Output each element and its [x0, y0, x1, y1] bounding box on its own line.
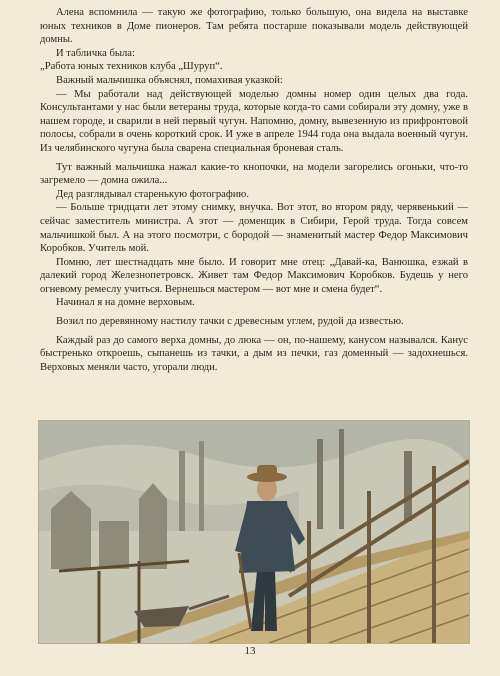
paragraph: Дед разглядывал старенькую фотографию.	[56, 188, 249, 200]
paragraph: „Работа юных техников клуба „Шуруп“.	[40, 61, 223, 73]
page-number: 13	[244, 645, 256, 657]
paragraph: Каждый раз до самого верха домны, до люка — он, по-нашему, канусом назывался. Канус быстренько откроешь, сыпанешь из тачки, а дым из печки, газ доменный — задохнешься. Верховых меняли часто, угорали люди.	[40, 334, 468, 373]
paragraph: — Больше тридцати лет этому снимку, внучка. Вот этот, во втором ряду, черявенький — сейчас заместитель министра. А этот — доменщик в Сибири, Герой труда. Тогда совсем мальчишкой был. А на этого посмотри, с бородой — знаменитый мастер Федор Максимович Коробков. Учитель мой.	[40, 202, 468, 255]
paragraph: — Мы работали над действующей моделью домны номер один целых два года. Консультантами у нас были ветераны труда, которые когда-то сами собирали эту домну, уже в нашем городе, и сварили в ней первый чугун. Напомню, домну, вывезенную из прифронтовой полосы, собрали в очень короткий срок. И уже в апреле 1944 года она выдала военный чугун. Из челябинского чугуна была сварена специальная броневая сталь.	[40, 88, 468, 154]
paragraph: И табличка была:	[56, 47, 135, 59]
paragraph: Начинал я на домне верховым.	[56, 297, 195, 309]
paragraph: Возил по деревянному настилу тачки с древесным углем, рудой да известью.	[56, 316, 404, 328]
paragraph: Важный мальчишка объяснял, помахивая указкой:	[56, 74, 283, 86]
paragraph: Тут важный мальчишка нажал какие-то кнопочки, на модели загорелись огоньки, что-то загремело — домна ожила...	[40, 161, 468, 187]
story-text	[40, 6, 468, 374]
paragraph: Алена вспомнила — такую же фотографию, только большую, она видела на выставке юных техников в Доме пионеров. Там ребята постарше показывали модель действующей домны.	[40, 7, 468, 46]
illustration-worker-on-furnace	[38, 420, 470, 644]
illustration-drawing	[39, 421, 469, 643]
paragraph: Помню, лет шестнадцать мне было. И говорит мне отец: „Давай-ка, Ванюшка, езжай в далекий город Железнопетровск. Живет там Федор Максимович Коробков. Будешь у него огневому ремеслу учиться. Вернешься мастером — вот мне и смена будет“.	[40, 256, 468, 295]
